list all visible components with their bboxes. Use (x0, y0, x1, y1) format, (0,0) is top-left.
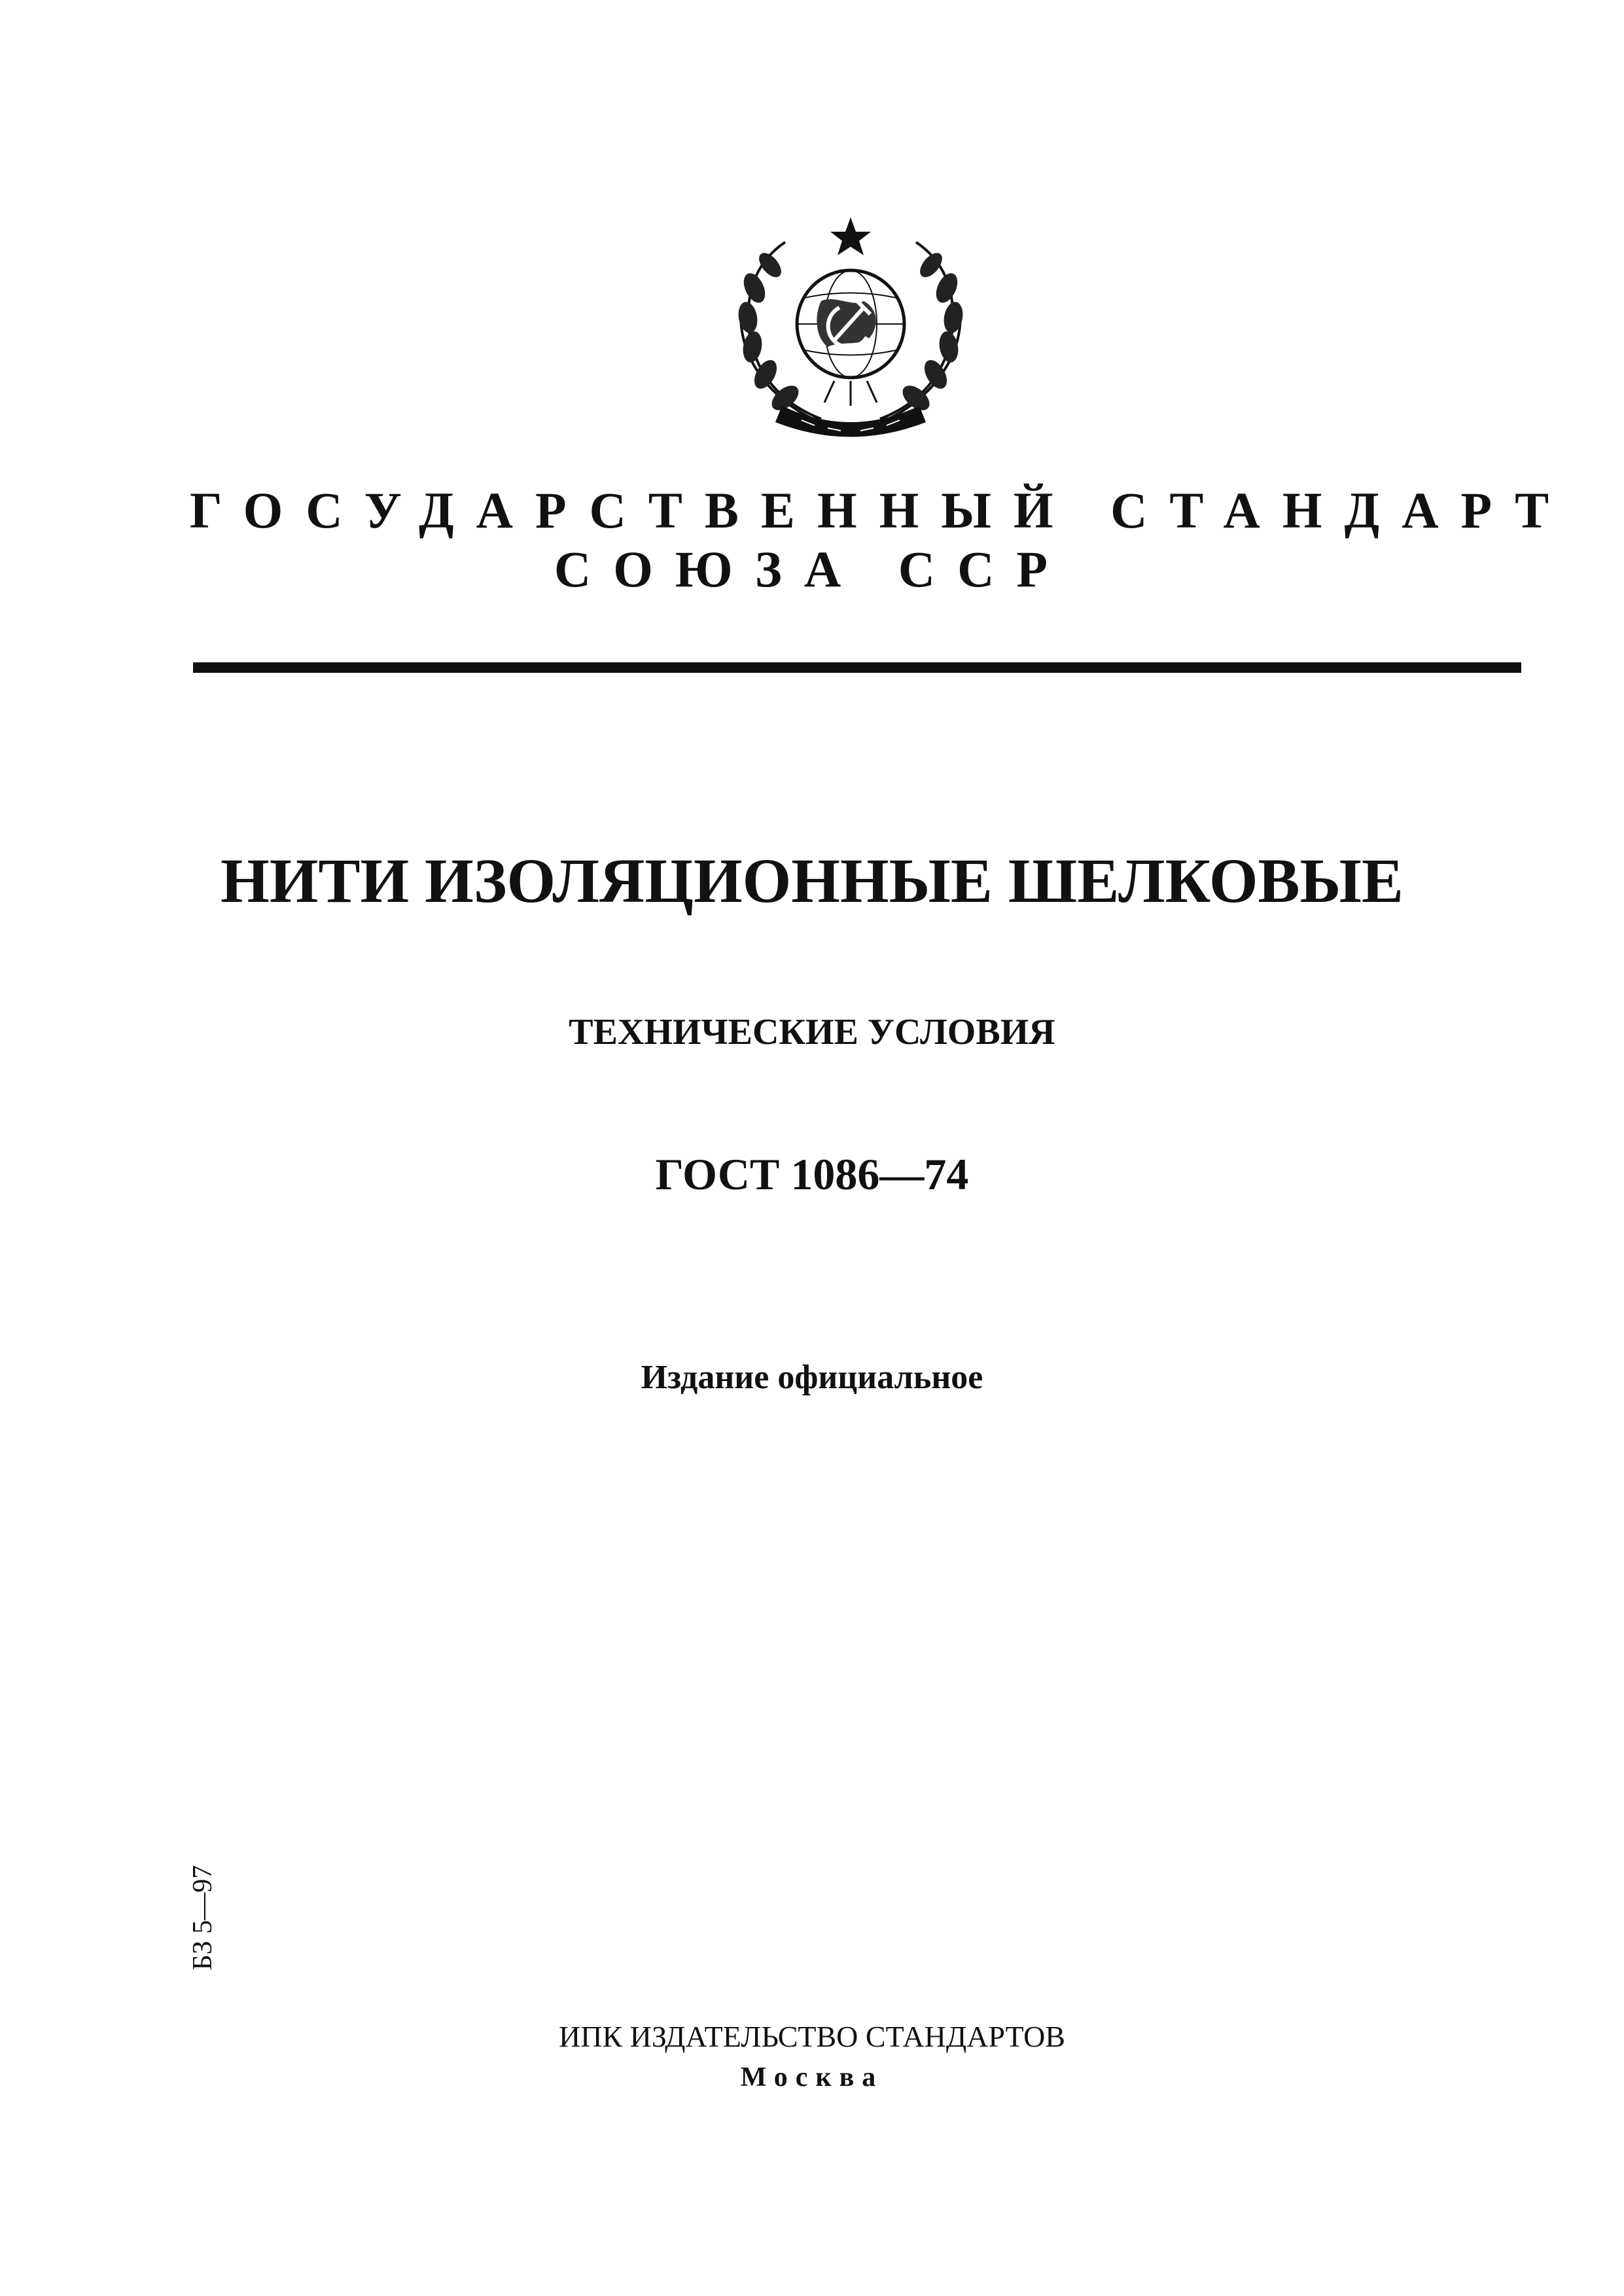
side-code: БЗ 5—97 (188, 1865, 218, 1971)
org-name-line-1: ГОСУДАРСТВЕННЫЙ СТАНДАРТ (190, 482, 1572, 539)
document-subtitle: ТЕХНИЧЕСКИЕ УСЛОВИЯ (569, 1012, 1055, 1052)
edition-label: Издание официальное (641, 1359, 983, 1396)
publisher-name: ИПК ИЗДАТЕЛЬСТВО СТАНДАРТОВ (559, 2020, 1065, 2053)
header-divider (193, 662, 1521, 673)
publisher-city: Москва (740, 2062, 884, 2092)
document-title: НИТИ ИЗОЛЯЦИОННЫЕ ШЕЛКОВЫЕ (221, 846, 1403, 916)
ussr-state-emblem-icon (723, 209, 978, 452)
org-name-line-2: СОЮЗА ССР (554, 541, 1070, 598)
standard-number: ГОСТ 1086—74 (655, 1149, 969, 1199)
